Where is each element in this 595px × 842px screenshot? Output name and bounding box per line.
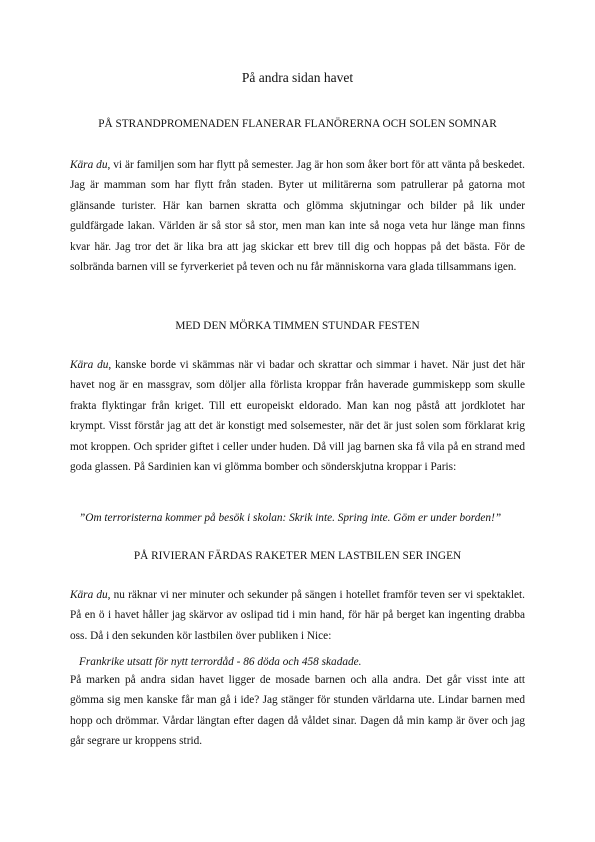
section-heading-3: PÅ RIVIERAN FÄRDAS RAKETER MEN LASTBILEN SER INGEN xyxy=(133,550,462,562)
closing-paragraph: På marken på andra sidan havet ligger de mosade barnen och alla andra. Det går visst inte att gömma sig men kanske får man gå i ide? Jag stänger för stunden världarna ute. Lindar barnen med hopp och drömmar. Vårdar längtan efter dagen då våldet sinar. Dagen då min kamp är över och jag går segrare ur kroppens strid. xyxy=(70,674,525,748)
salutation: Kära du xyxy=(70,159,108,171)
section-paragraph-3 xyxy=(70,585,525,646)
section-heading-2: MED DEN MÖRKA TIMMEN STUNDAR FESTEN xyxy=(175,320,420,332)
document-title: På andra sidan havet xyxy=(241,70,354,85)
salutation: Kära du xyxy=(70,359,109,371)
section-paragraph-1 xyxy=(70,155,525,277)
salutation: Kära du, xyxy=(70,589,111,601)
quote-text: Frankrike utsatt för nytt terrordåd - 86 döda och 458 skadade. xyxy=(79,656,362,668)
section-paragraph-2 xyxy=(70,355,525,477)
paragraph-text: , vi är familjen som har flytt på semester. Jag är hon som åker bort för att vänta på beskedet. Jag är mamman som har flytt från staden. Byter ut militärerna som patrullerar på gatorna mot glänsande turister. Här kan barnen skratta och glömma skjutningar och bilder på lik under guldfärgade lakan. Världen är så stor så stor, men man kan inte så noga veta hur länge man finns kvar här. Jag tror det är lika bra att jag skickar ett brev till dig och hoppas på det bästa. För de solbrända barnen vill se fyrverkeriet på teven och nu får människorna vara glada tillsammans igen. xyxy=(70,159,525,274)
paragraph-text: , kanske borde vi skämmas när vi badar och skrattar och simmar i havet. När just det här havet nog är en massgrav, som döljer alla förlista kroppar från haverade gummiskepp som skulle frakta flyktingar från kriget. Till ett europeiskt eldorado. Man kan nog påstå att jordklotet har krympt. Visst förstår jag att det är konstigt med solsemester, när det är just solen som förklarat krig mot kroppen. Och sprider giftet i celler under huden. Då vill jag barnen ska få vila på en strand med goda glassen. På Sardinien kan vi glömma bomber och sönderskjutna kroppar i Paris: xyxy=(70,359,525,474)
section-heading-1: PÅ STRANDPROMENADEN FLANERAR FLANÖRERNA OCH SOLEN SOMNAR xyxy=(98,118,497,130)
quote-text: ”Om terroristerna kommer på besök i skolan: Skrik inte. Spring inte. Göm er under borden!” xyxy=(79,512,502,524)
paragraph-text: nu räknar vi ner minuter och sekunder på sängen i hotellet framför teven ser vi spektaklet. På en ö i havet håller jag skärvor av oslipad tid i min hand, för här på berget kan ingenting drabba oss. Då i den sekunden kör lastbilen över publiken i Nice: xyxy=(70,589,525,642)
